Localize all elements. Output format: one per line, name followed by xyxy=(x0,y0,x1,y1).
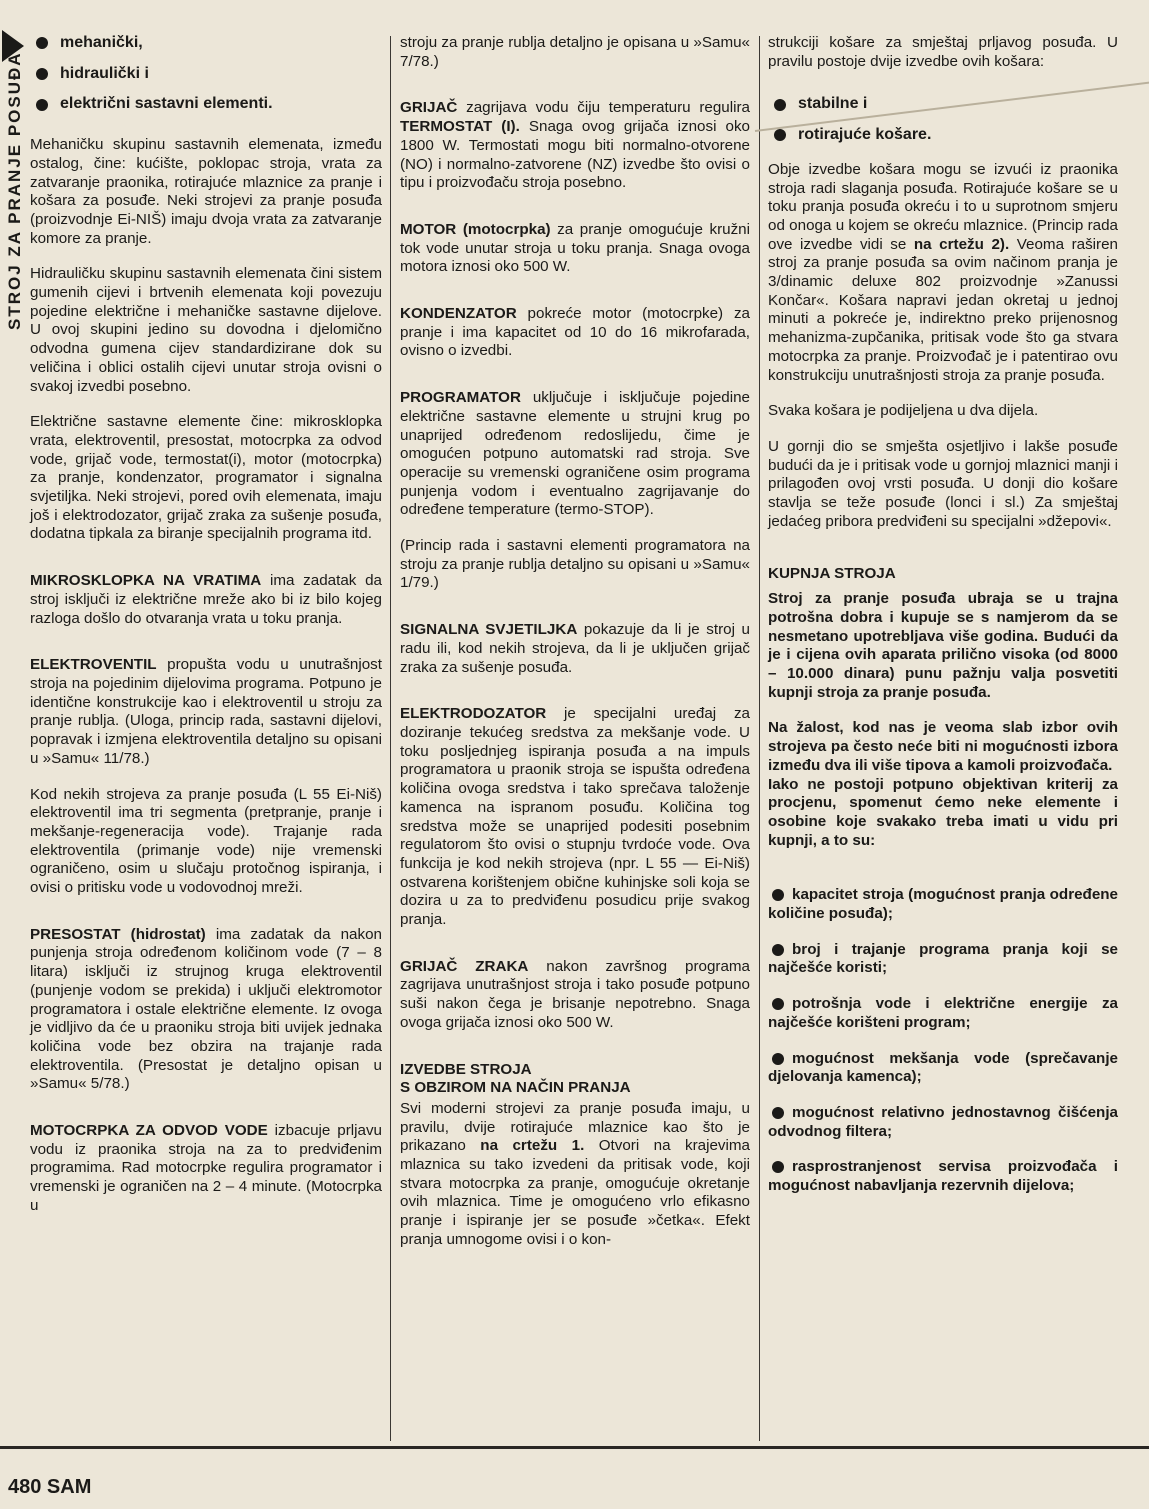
term-heading: MOTOR (motocrpka) xyxy=(400,220,551,238)
paragraph: (Princip rada i sastavni elementi programatora na stroju za pranje rublja detaljno su opisani u »Samu« 1/79.) xyxy=(400,537,750,592)
paragraph: Kod nekih strojeva za pranje posuđa (L 55 Ei-Niš) elektroventil ima tri segmenta (pretpranje, pranje i mekšanje-regeneracija vode). Trajanje rada elektroventila (primanje vode) nije vremenski ograničeno, osim u slučaju protočnog ispiranja, i ovisi o pritisku vode u vodovodnoj mreži. xyxy=(30,785,382,897)
paragraph: GRIJAČ ZRAKA nakon završnog programa zagrijava unutrašnjost stroja i tako posuđe potpuno suši nakon čega je brisanje nepotrebno. Snaga ovoga grijača iznosi oko 500 W. xyxy=(400,957,750,1031)
paragraph: U gornji dio se smješta osjetljivo i lakše posuđe budući da je i pritisak vode u gornjoj mlaznici manji i prilagođen ovoj vrsti posuđa. U donji dio košare stavlja se teže posuđe (lonci i sl.) Za smještaj jedaćeg pribora predviđeni su specijalni »džepovi«. xyxy=(768,437,1118,530)
term-heading: MOTOCRPKA ZA ODVOD VODE xyxy=(30,1122,268,1140)
paragraph: Svaka košara je podijeljena u dva dijela. xyxy=(768,402,1039,420)
bullet-icon xyxy=(772,998,784,1010)
list-item: stabilne i xyxy=(768,95,1118,114)
section-heading: KUPNJA STROJA xyxy=(768,565,896,583)
list-item: električni sastavni elementi. xyxy=(30,95,382,114)
list-item: rotirajuće košare. xyxy=(768,126,1118,145)
paragraph: Mehaničku skupinu sastavnih elemenata, između ostalog, čine: kućište, poklopac stroja, vrata za zatvaranje praonika, rotirajuće mlaznice za pranje i košara za posuđe. Neki strojevi za pranje posuđa (proizvodnje Ei-NIŠ) imaju dvoja vrata za zatvaranje komore za pranje. xyxy=(30,136,382,247)
list-item: rasprostranjenost servisa proizvođača i mogućnost nabavljanja rezervnih dijelova; xyxy=(768,1158,1118,1195)
bullet-icon xyxy=(772,889,784,901)
bullet-icon xyxy=(772,1161,784,1173)
list-item: broj i trajanje programa pranja koji se najčešće koristi; xyxy=(768,940,1118,977)
paragraph: strukciji košare za smještaj prljavog posuđa. U pravilu postoje dvije izvedbe ovih košara: xyxy=(768,34,1118,70)
list-item: mehanički, xyxy=(30,34,382,53)
list-item: kapacitet stroja (mogućnost pranja određene količine posuđa); xyxy=(768,886,1118,923)
column-divider xyxy=(390,36,391,1441)
paragraph: stroju za pranje rublja detaljno je opisana u »Samu« 7/78.) xyxy=(400,34,750,70)
paragraph: Svi moderni strojevi za pranje posuđa imaju, u pravilu, dvije rotirajuće mlaznice kao što je prikazano na crtežu 1. Otvori na krajevima mlaznica su tako izvedeni da pritisak vode, koji stvara motocrpka za pranje, omogućuje okretanje ovih mlaznica. Time je omogućeno vrlo efikasno pranje i ispiranje jer se posuđe »četka«. Efekt pranja umnogome ovisi i o kon- xyxy=(400,1099,750,1248)
paragraph: ELEKTRODOZATOR je specijalni uređaj za doziranje tekućeg sredstva za mekšanje vode. U toku posljednjeg ispiranja posuđa a na impuls programatora u praonik stroja se ispušta određena količina ovoga sredstva i tako sprečava taloženje kamenca na ispranom posuđu. Količina tog sredstva može se unaprijed podesiti posebnim regulatorom što ovisi o stupnju tvrdoće vode. Ova funkcija je kod nekih strojeva (npr. L 55 — Ei-Niš) ostvarena korištenjem obične kuhinjske soli koja se dozira u za to predviđenu posudicu prije svakog pranja. xyxy=(400,705,750,929)
bullet-icon xyxy=(36,68,48,80)
paragraph: MOTOR (motocrpka) za pranje omogućuje kružni tok vode unutar stroja u toku pranja. Snaga ovoga motora iznosi oko 500 W. xyxy=(400,220,750,276)
term-heading: TERMOSTAT (I). xyxy=(400,118,520,136)
bold-paragraph: Stroj za pranje posuđa ubraja se u trajna potrošna dobra i kupuje se s namjerom da se nesmetano upotrebljava više godina. Budući da je i cijena ovih aparata prilično visoka (od 8000 – 10.000 dinara) punu pažnju valja posvetiti kupnji stroja za pranje posuđa. xyxy=(768,590,1118,701)
paragraph: PROGRAMATOR uključuje i isključuje pojedine električne sastavne elemente u strujni krug po unaprijed određenom redoslijedu, čime je omogućen potpuno automatski rad stroja. Sve operacije su vremenski ograničene osim programa punjenja vodom i eventualno zagrijavanje do određene temperature (termo-STOP). xyxy=(400,389,750,519)
term-heading: PRESOSTAT (hidrostat) xyxy=(30,925,206,943)
bullet-icon xyxy=(772,944,784,956)
page-number: 480 SAM xyxy=(8,1476,92,1498)
term-heading: MIKROSKLOPKA NA VRATIMA xyxy=(30,572,262,590)
column-2 xyxy=(400,34,750,1267)
section-title: STROJ ZA PRANJE POSUĐA xyxy=(5,51,24,330)
paragraph: Hidrauličku skupinu sastavnih elemenata čini sistem gumenih cijevi i brtvenih elemenata koji povezuju pojedine električne i mehaničke sastavne dijelove. U ovoj skupini jedino su dovodna i djelomično odvodna gumena cijev standardizirane dok su veličina i oblici ostalih cijevi unutar stroja ovisni o svakoj izvedbi posebno. xyxy=(30,265,382,395)
term-heading: ELEKTROVENTIL xyxy=(30,656,157,674)
bullet-icon xyxy=(774,99,786,111)
column-3 xyxy=(768,34,1118,1213)
paragraph: MOTOCRPKA ZA ODVOD VODE izbacuje prljavu vodu iz praonika stroja na za to predviđenim programima. Rad motocrpke regulira programator i vremenski je ograničen na 2 – 4 minute. (Motocrpka u xyxy=(30,1122,383,1214)
paragraph: Električne sastavne elemente čine: mikrosklopka vrata, elektroventil, presostat, motocrpka za odvod vode, grijač vode, termostat(i), motor (motocrpka) za pranje, kondenzator, programator i signalna svjetiljka. Neki strojevi, pored ovih elemenata, imaju još i elektrodozator, grijač zraka za sušenje posuđa, dodatna tipkala za biranje specijalnih programa itd. xyxy=(30,413,382,543)
paragraph: SIGNALNA SVJETILJKA pokazuje da li je stroj u radu ili, kod nekih strojeva, da li je uključen grijač zraka za sušenje posuđa. xyxy=(400,621,750,676)
bullet-icon xyxy=(772,1107,784,1119)
paragraph: ELEKTROVENTIL propušta vodu u unutrašnjost stroja na pojedinim dijelovima programa. Potpuno je identične konstrukcije kao i elektroventil u stroju za pranje rublja. (Uloga, princip rada, sastavni dijelovi, popravak i izmjena elektroventila detaljno su opisani u »Samu« 11/78.) xyxy=(30,656,382,767)
section-heading: IZVEDBE STROJA xyxy=(400,1060,532,1078)
footer-rule xyxy=(0,1446,1149,1449)
term-heading: PROGRAMATOR xyxy=(400,389,521,407)
paragraph: KONDENZATOR pokreće motor (motocrpke) za pranje i ima kapacitet od 10 do 16 mikrofarada, ovisno o izvedbi. xyxy=(400,305,750,360)
list-item: mogućnost mekšanja vode (sprečavanje djelovanja kamenca); xyxy=(768,1049,1118,1086)
paragraph: Obje izvedbe košara mogu se izvući iz praonika stroja radi slaganja posuđa. Rotirajuće košare se u toku pranja posuđa okreću i to u suprotnom smjeru od onoga u kojem se okreću mlaznice. (Princip rada ove izvedbe vidi se na crtežu 2). Veoma raširen stroj za pranje posuđa sa ovim načinom pranja je 3/dinamic deluxe 802 proizvodnje »Zanussi Končar«. Košara napravi jedan okretaj u jednoj minuti a pokreće je, indirektno preko prijenosnog mehanizma-zupčanika, pritisak vode što ga stvara motocrpka za pranje. Proizvođač je i patentirao ovu konstrukciju unutrašnjosti stroja za pranje posuđa. xyxy=(768,160,1118,384)
term-heading: ELEKTRODOZATOR xyxy=(400,705,547,723)
bullet-icon xyxy=(774,129,786,141)
bullet-icon xyxy=(772,1053,784,1065)
paragraph: GRIJAČ zagrijava vodu čiju temperaturu regulira TERMOSTAT (I). Snaga ovog grijača iznosi oko 1800 W. Termostati mogu biti normalno-otvorene (NO) i normalno-zatvorene (NZ) izvedbe što ovisi o tipu i proizvođaču stroja posebno. xyxy=(400,99,750,192)
term-heading: GRIJAČ xyxy=(400,99,458,117)
bold-paragraph: Iako ne postoji potpuno objektivan kriterij za procjenu, spomenut ćemo neke elemente i osobine koje svakako treba imati u vidu pri kupnji, a to su: xyxy=(768,775,1118,849)
term-heading: KONDENZATOR xyxy=(400,305,517,323)
bold-paragraph: Na žalost, kod nas je veoma slab izbor ovih strojeva pa često neće biti ni mogućnosti izbora između dva ili više tipova a kamoli proizvođača. xyxy=(768,719,1118,774)
bullet-icon xyxy=(36,37,48,49)
column-1 xyxy=(30,34,382,1233)
bullet-icon xyxy=(36,99,48,111)
list-item: hidraulički i xyxy=(30,65,382,84)
paragraph: MIKROSKLOPKA NA VRATIMA ima zadatak da stroj isključi iz električne mreže ako bi iz bilo kojeg razloga došlo do otvaranja vrata u toku pranja. xyxy=(30,572,382,627)
list-item: potrošnja vode i električne energije za najčešće korišteni program; xyxy=(768,995,1118,1031)
column-divider xyxy=(759,36,760,1441)
paragraph: PRESOSTAT (hidrostat) ima zadatak da nakon punjenja stroja određenom količinom vode (7 – 8 litara) isključi iz strujnog kruga elektroventil (punjenje vodom se prekida) i uključi elektromotor programatora i ostale električne elemente. Iz ovoga je vidljivo da će u praoniku stroja biti uvijek jednaka količina vode bez obzira na trajanje rada elektroventila. (Presostat je detaljno opisan u »Samu« 5/78.) xyxy=(30,925,382,1093)
list-item: mogućnost relativno jednostavnog čišćenja odvodnog filtera; xyxy=(768,1103,1118,1140)
term-heading: GRIJAČ ZRAKA xyxy=(400,957,529,975)
section-heading: S OBZIROM NA NAČIN PRANJA xyxy=(400,1079,631,1097)
term-heading: SIGNALNA SVJETILJKA xyxy=(400,621,578,639)
